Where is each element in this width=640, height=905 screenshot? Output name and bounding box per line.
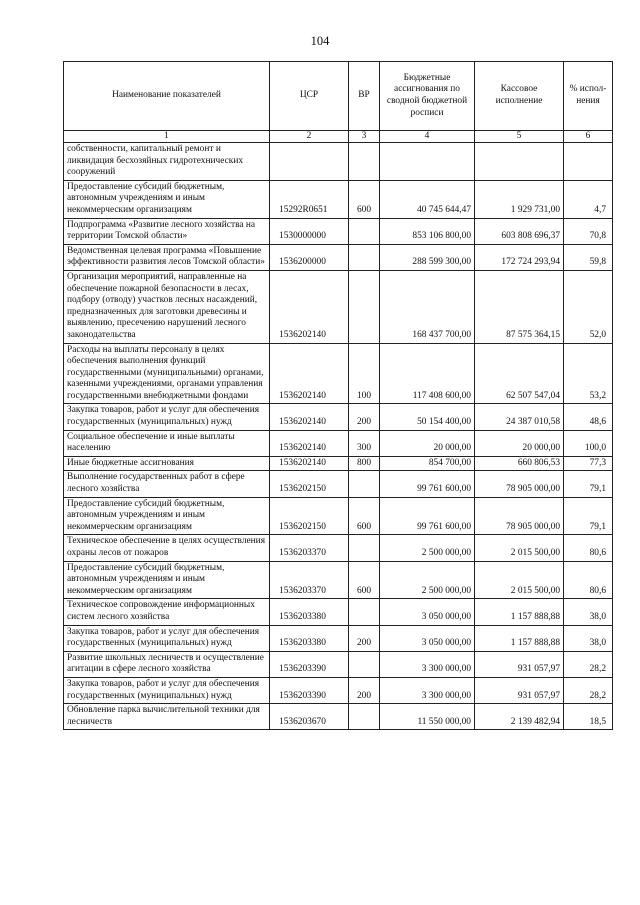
table-row <box>64 180 613 218</box>
row-cash-cell: 1 157 888,88 <box>475 599 564 625</box>
header-vr: ВР <box>349 62 380 131</box>
row-csr-cell: 1536202140 <box>270 270 349 343</box>
row-csr-cell: 1536202140 <box>270 404 349 430</box>
row-name-cell: Предоставление субсидий бюджетным, автономным учреждениям и иным некоммерческим организациям <box>64 561 270 599</box>
row-cash-cell: 931 057,97 <box>475 651 564 677</box>
row-csr-cell: 1536203390 <box>270 677 349 703</box>
row-pct-cell: 28,2 <box>564 651 613 677</box>
row-pct-cell: 53,2 <box>564 343 613 404</box>
table-row <box>64 404 613 430</box>
row-csr-cell: 1536202140 <box>270 343 349 404</box>
row-vr-cell <box>349 651 380 677</box>
row-vr-cell: 100 <box>349 343 380 404</box>
table-row <box>64 143 613 181</box>
row-cash-cell: 20 000,00 <box>475 430 564 456</box>
row-name-cell: Расходы на выплаты персоналу в целях обеспечения выполнения функций государственными (муниципальными) органами, казенными учреждениями, органами управления государственными внебюджетными фондами <box>64 343 270 404</box>
row-csr-cell: 1536203390 <box>270 651 349 677</box>
row-pct-cell: 38,0 <box>564 599 613 625</box>
row-budget-cell: 117 408 600,00 <box>380 343 475 404</box>
row-cash-cell: 87 575 364,15 <box>475 270 564 343</box>
row-cash-cell: 2 139 482,94 <box>475 704 564 730</box>
column-number: 2 <box>270 131 349 143</box>
header-pct: % испол-нения <box>564 62 613 131</box>
row-pct-cell: 28,2 <box>564 677 613 703</box>
row-vr-cell: 200 <box>349 404 380 430</box>
budget-execution-table <box>63 61 613 730</box>
column-number: 1 <box>64 131 270 143</box>
row-csr-cell: 1536200000 <box>270 244 349 270</box>
row-pct-cell: 52,0 <box>564 270 613 343</box>
row-budget-cell: 2 500 000,00 <box>380 561 475 599</box>
table-row <box>64 625 613 651</box>
column-number: 5 <box>475 131 564 143</box>
row-pct-cell: 79,1 <box>564 497 613 535</box>
row-vr-cell <box>349 599 380 625</box>
row-csr-cell: 15292R0651 <box>270 180 349 218</box>
column-number: 6 <box>564 131 613 143</box>
row-csr-cell: 1530000000 <box>270 218 349 244</box>
table-row <box>64 270 613 343</box>
row-name-cell: Выполнение государственных работ в сфере лесного хозяйства <box>64 471 270 497</box>
row-budget-cell: 99 761 600,00 <box>380 497 475 535</box>
row-csr-cell: 1536203380 <box>270 599 349 625</box>
table-row <box>64 651 613 677</box>
row-pct-cell: 4,7 <box>564 180 613 218</box>
table-row <box>64 535 613 561</box>
table-row <box>64 430 613 456</box>
row-pct-cell <box>564 143 613 181</box>
row-budget-cell: 3 300 000,00 <box>380 677 475 703</box>
row-cash-cell: 2 015 500,00 <box>475 561 564 599</box>
row-vr-cell <box>349 535 380 561</box>
row-cash-cell: 62 507 547,04 <box>475 343 564 404</box>
row-csr-cell: 1536203380 <box>270 625 349 651</box>
row-csr-cell: 1536202140 <box>270 430 349 456</box>
row-name-cell: Закупка товаров, работ и услуг для обеспечения государственных (муниципальных) нужд <box>64 404 270 430</box>
row-budget-cell: 99 761 600,00 <box>380 471 475 497</box>
column-number-row <box>64 131 613 143</box>
table-row <box>64 471 613 497</box>
row-pct-cell: 80,6 <box>564 535 613 561</box>
row-pct-cell: 77,3 <box>564 456 613 471</box>
row-pct-cell: 48,6 <box>564 404 613 430</box>
row-budget-cell: 853 106 800,00 <box>380 218 475 244</box>
row-vr-cell: 200 <box>349 625 380 651</box>
row-budget-cell: 3 300 000,00 <box>380 651 475 677</box>
table-row <box>64 244 613 270</box>
row-name-cell: Иные бюджетные ассигнования <box>64 456 270 471</box>
row-budget-cell: 288 599 300,00 <box>380 244 475 270</box>
row-cash-cell: 1 157 888,88 <box>475 625 564 651</box>
row-csr-cell: 1536202150 <box>270 497 349 535</box>
table-row <box>64 218 613 244</box>
row-name-cell: Закупка товаров, работ и услуг для обеспечения государственных (муниципальных) нужд <box>64 625 270 651</box>
table-header-row <box>64 62 613 131</box>
row-pct-cell: 70,8 <box>564 218 613 244</box>
row-name-cell: Развитие школьных лесничеств и осуществление агитации в сфере лесного хозяйства <box>64 651 270 677</box>
row-cash-cell: 1 929 731,00 <box>475 180 564 218</box>
row-name-cell: Техническое сопровождение информационных систем лесного хозяйства <box>64 599 270 625</box>
row-vr-cell <box>349 704 380 730</box>
row-pct-cell: 100,0 <box>564 430 613 456</box>
row-name-cell: Техническое обеспечение в целях осуществления охраны лесов от пожаров <box>64 535 270 561</box>
row-budget-cell: 168 437 700,00 <box>380 270 475 343</box>
table-row <box>64 343 613 404</box>
page-number: 104 <box>310 34 330 48</box>
row-pct-cell: 80,6 <box>564 561 613 599</box>
row-csr-cell <box>270 143 349 181</box>
row-cash-cell: 78 905 000,00 <box>475 497 564 535</box>
row-budget-cell <box>380 143 475 181</box>
row-vr-cell: 600 <box>349 561 380 599</box>
row-budget-cell: 50 154 400,00 <box>380 404 475 430</box>
table-row <box>64 497 613 535</box>
row-csr-cell: 1536202150 <box>270 471 349 497</box>
table-row <box>64 677 613 703</box>
table-row <box>64 599 613 625</box>
header-csr: ЦСР <box>270 62 349 131</box>
row-budget-cell: 20 000,00 <box>380 430 475 456</box>
row-name-cell: Подпрограмма «Развитие лесного хозяйства на территории Томской области» <box>64 218 270 244</box>
table-row <box>64 704 613 730</box>
row-budget-cell: 854 700,00 <box>380 456 475 471</box>
row-budget-cell: 11 550 000,00 <box>380 704 475 730</box>
row-vr-cell <box>349 471 380 497</box>
row-name-cell: Ведомственная целевая программа «Повышение эффективности развития лесов Томской области» <box>64 244 270 270</box>
row-cash-cell: 603 808 696,37 <box>475 218 564 244</box>
table-row <box>64 456 613 471</box>
row-cash-cell: 172 724 293,94 <box>475 244 564 270</box>
row-cash-cell: 660 806,53 <box>475 456 564 471</box>
row-vr-cell: 600 <box>349 497 380 535</box>
row-budget-cell: 40 745 644,47 <box>380 180 475 218</box>
row-vr-cell <box>349 270 380 343</box>
row-pct-cell: 18,5 <box>564 704 613 730</box>
row-vr-cell: 800 <box>349 456 380 471</box>
row-pct-cell: 38,0 <box>564 625 613 651</box>
row-name-cell: собственности, капитальный ремонт и ликвидация бесхозяйных гидротехнических сооружений <box>64 143 270 181</box>
header-name: Наименование показателей <box>64 62 270 131</box>
column-number: 4 <box>380 131 475 143</box>
row-name-cell: Организация мероприятий, направленные на обеспечение пожарной безопасности в лесах, подбору (отводу) участков лесных насаждений, предназначенных для заготовки древесины и выявлению, пресечению нарушений лесного законодательства <box>64 270 270 343</box>
row-csr-cell: 1536203670 <box>270 704 349 730</box>
row-vr-cell: 200 <box>349 677 380 703</box>
row-name-cell: Предоставление субсидий бюджетным, автономным учреждениям и иным некоммерческим организациям <box>64 497 270 535</box>
row-vr-cell: 300 <box>349 430 380 456</box>
row-cash-cell: 24 387 010,58 <box>475 404 564 430</box>
row-vr-cell: 600 <box>349 180 380 218</box>
row-vr-cell <box>349 218 380 244</box>
header-budget: Бюджетные ассигнования по сводной бюджетной росписи <box>380 62 475 131</box>
row-name-cell: Социальное обеспечение и иные выплаты населению <box>64 430 270 456</box>
row-cash-cell: 78 905 000,00 <box>475 471 564 497</box>
row-cash-cell: 2 015 500,00 <box>475 535 564 561</box>
row-budget-cell: 3 050 000,00 <box>380 599 475 625</box>
row-cash-cell: 931 057,97 <box>475 677 564 703</box>
row-cash-cell <box>475 143 564 181</box>
header-cash: Кассовое исполнение <box>475 62 564 131</box>
table-row <box>64 561 613 599</box>
row-name-cell: Обновление парка вычислительной техники для лесничеств <box>64 704 270 730</box>
row-pct-cell: 59,8 <box>564 244 613 270</box>
row-budget-cell: 2 500 000,00 <box>380 535 475 561</box>
row-csr-cell: 1536203370 <box>270 561 349 599</box>
row-vr-cell <box>349 143 380 181</box>
row-name-cell: Предоставление субсидий бюджетным, автономным учреждениям и иным некоммерческим организациям <box>64 180 270 218</box>
row-csr-cell: 1536203370 <box>270 535 349 561</box>
row-budget-cell: 3 050 000,00 <box>380 625 475 651</box>
row-csr-cell: 1536202140 <box>270 456 349 471</box>
row-vr-cell <box>349 244 380 270</box>
row-pct-cell: 79,1 <box>564 471 613 497</box>
column-number: 3 <box>349 131 380 143</box>
row-name-cell: Закупка товаров, работ и услуг для обеспечения государственных (муниципальных) нужд <box>64 677 270 703</box>
